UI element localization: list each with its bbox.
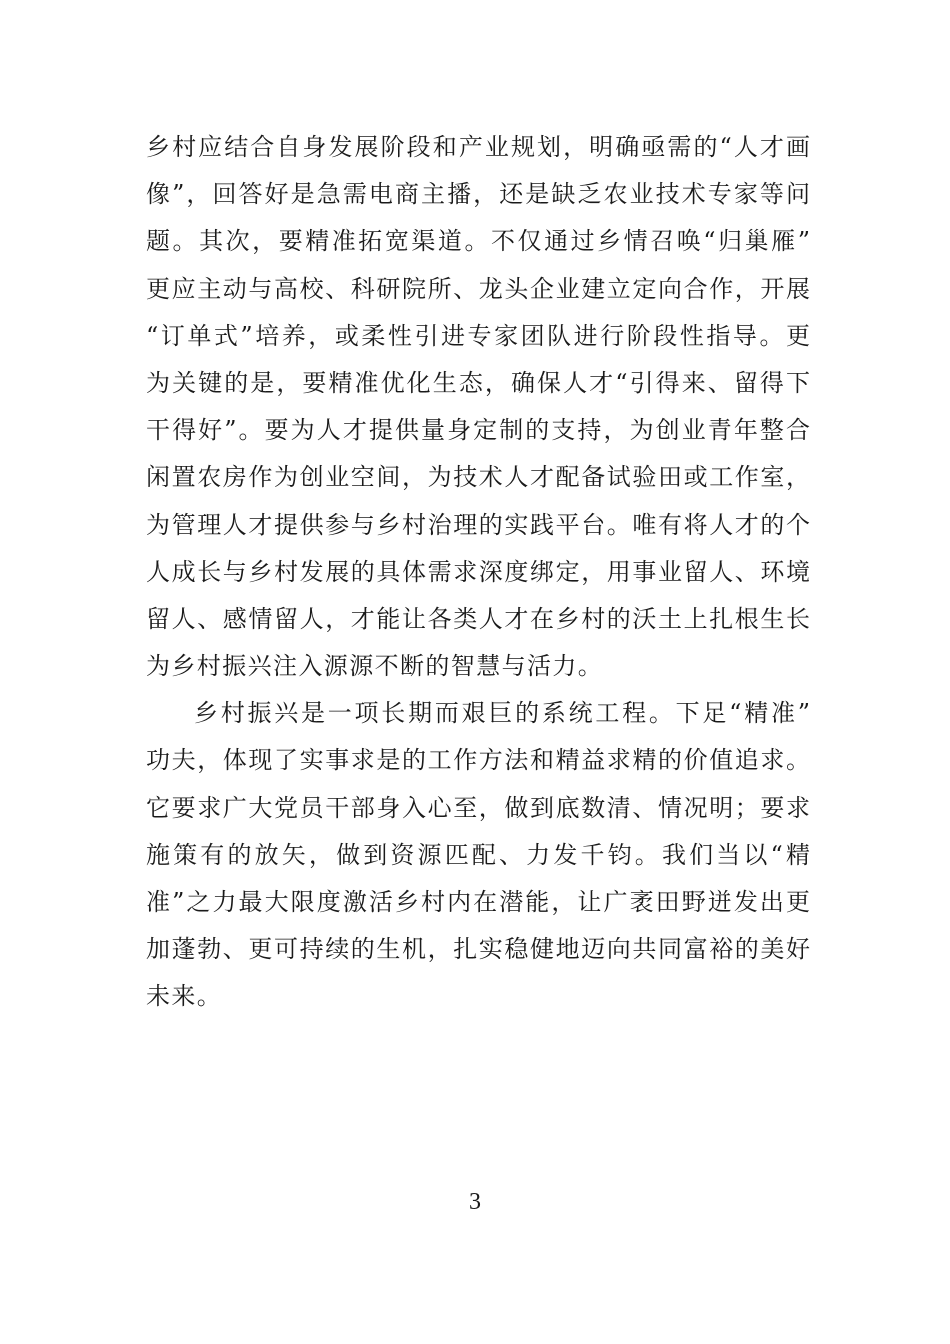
text-line: 为管理人才提供参与乡村治理的实践平台。唯有将人才的个 — [146, 510, 810, 539]
text-line: 更应主动与高校、科研院所、龙头企业建立定向合作，开展 — [146, 274, 810, 303]
text-line: 功夫，体现了实事求是的工作方法和精益求精的价值追求。 — [146, 746, 810, 775]
text-line: “订单式”培养，或柔性引进专家团队进行阶段性指导。更 — [146, 321, 810, 350]
text-line: 人成长与乡村发展的具体需求深度绑定，用事业留人、环境 — [146, 557, 810, 586]
text-line: 乡村应结合自身发展阶段和产业规划，明确亟需的“人才画 — [146, 133, 810, 161]
text-line: 留人、感情留人，才能让各类人才在乡村的沃土上扎根生长 — [146, 604, 810, 633]
text-line: 加蓬勃、更可持续的生机，扎实稳健地迈向共同富裕的美好 — [146, 935, 810, 964]
text-line: 它要求广大党员干部身入心至，做到底数清、情况明；要求 — [146, 793, 810, 822]
text-line: 施策有的放矢，做到资源匹配、力发千钧。我们当以“精 — [146, 840, 810, 869]
text-line: 闲置农房作为创业空间，为技术人才配备试验田或工作室， — [146, 463, 810, 492]
text-line: 干得好”。要为人才提供量身定制的支持，为创业青年整合 — [146, 416, 810, 445]
body-text — [146, 124, 810, 1021]
text-line: 为关键的是，要精准优化生态，确保人才“引得来、留得下 — [146, 368, 810, 397]
text-line: 准”之力最大限度激活乡村内在潜能，让广袤田野迸发出更 — [146, 888, 810, 916]
text-line: 未来。 — [146, 982, 223, 1011]
text-line: 为乡村振兴注入源源不断的智慧与活力。 — [146, 652, 604, 681]
page-number: 3 — [469, 1189, 481, 1215]
paragraph-first-line: 乡村振兴是一项长期而艰巨的系统工程。下足“精准” — [194, 699, 810, 728]
text-line: 题。其次，要精准拓宽渠道。不仅通过乡情召唤“归巢雁” — [146, 227, 810, 256]
text-line: 像”，回答好是急需电商主播，还是缺乏农业技术专家等问 — [146, 180, 810, 209]
